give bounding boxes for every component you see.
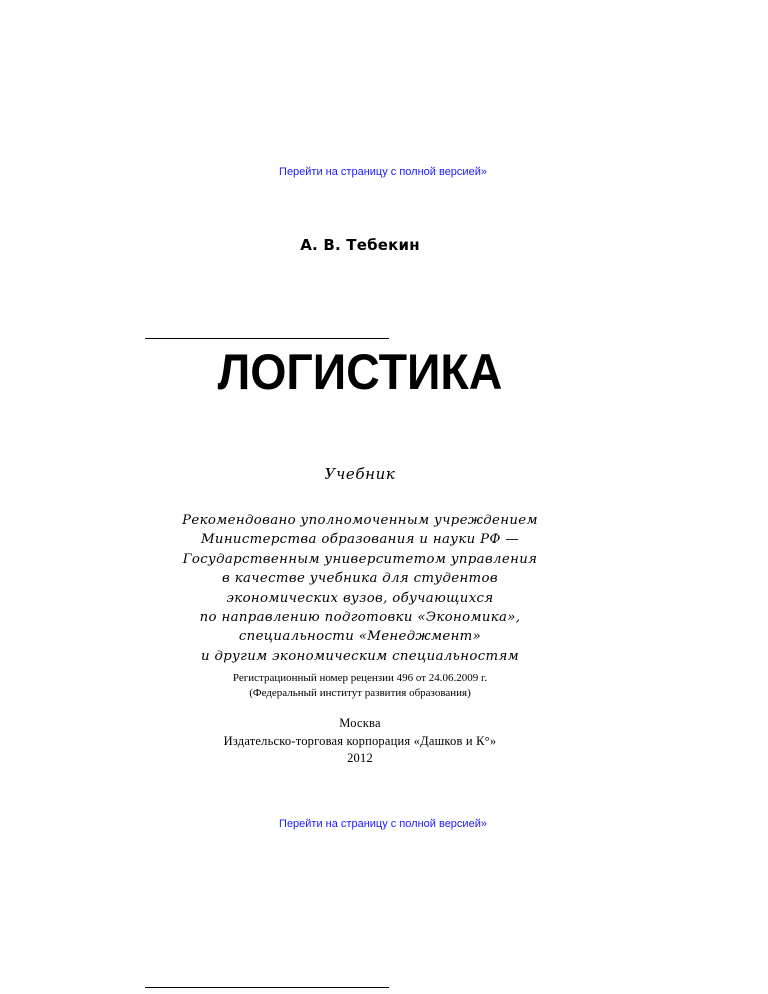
full-version-link-top[interactable]: Перейти на страницу с полной версией» (279, 166, 487, 178)
recommendation-line: в качестве учебника для студентов (222, 571, 498, 587)
registration-info (0, 671, 720, 701)
book-title: ЛОГИСТИКА (217, 344, 503, 400)
book-subtitle: Учебник (324, 465, 396, 483)
divider-bottom (145, 987, 389, 988)
full-version-link-bottom[interactable]: Перейти на страницу с полной версией» (279, 818, 487, 830)
recommendation-text (0, 511, 720, 666)
recommendation-line: экономических вузов, обучающихся (226, 590, 494, 606)
recommendation-line: Рекомендовано уполномоченным учреждением (182, 513, 538, 528)
recommendation-line: и другим экономическим специальностям (200, 648, 520, 664)
recommendation-line: специальности «Менеджмент» (238, 629, 482, 645)
recommendation-line: Министерства образования и науки РФ — (200, 532, 520, 548)
registration-number: Регистрационный номер рецензии 496 от 24.06.2009 г. (232, 672, 488, 684)
author-name: А. В. Тебекин (300, 236, 420, 254)
recommendation-line: Государственным университетом управления (182, 551, 538, 567)
publisher-name: Издательско-торговая корпорация «Дашков и К°» (223, 733, 497, 748)
publisher-city: Москва (339, 716, 381, 730)
publication-year: 2012 (347, 751, 373, 765)
publisher-block (0, 715, 720, 768)
registration-institute: (Федеральный институт развития образования) (249, 687, 471, 699)
recommendation-line: по направлению подготовки «Экономика», (199, 610, 521, 626)
